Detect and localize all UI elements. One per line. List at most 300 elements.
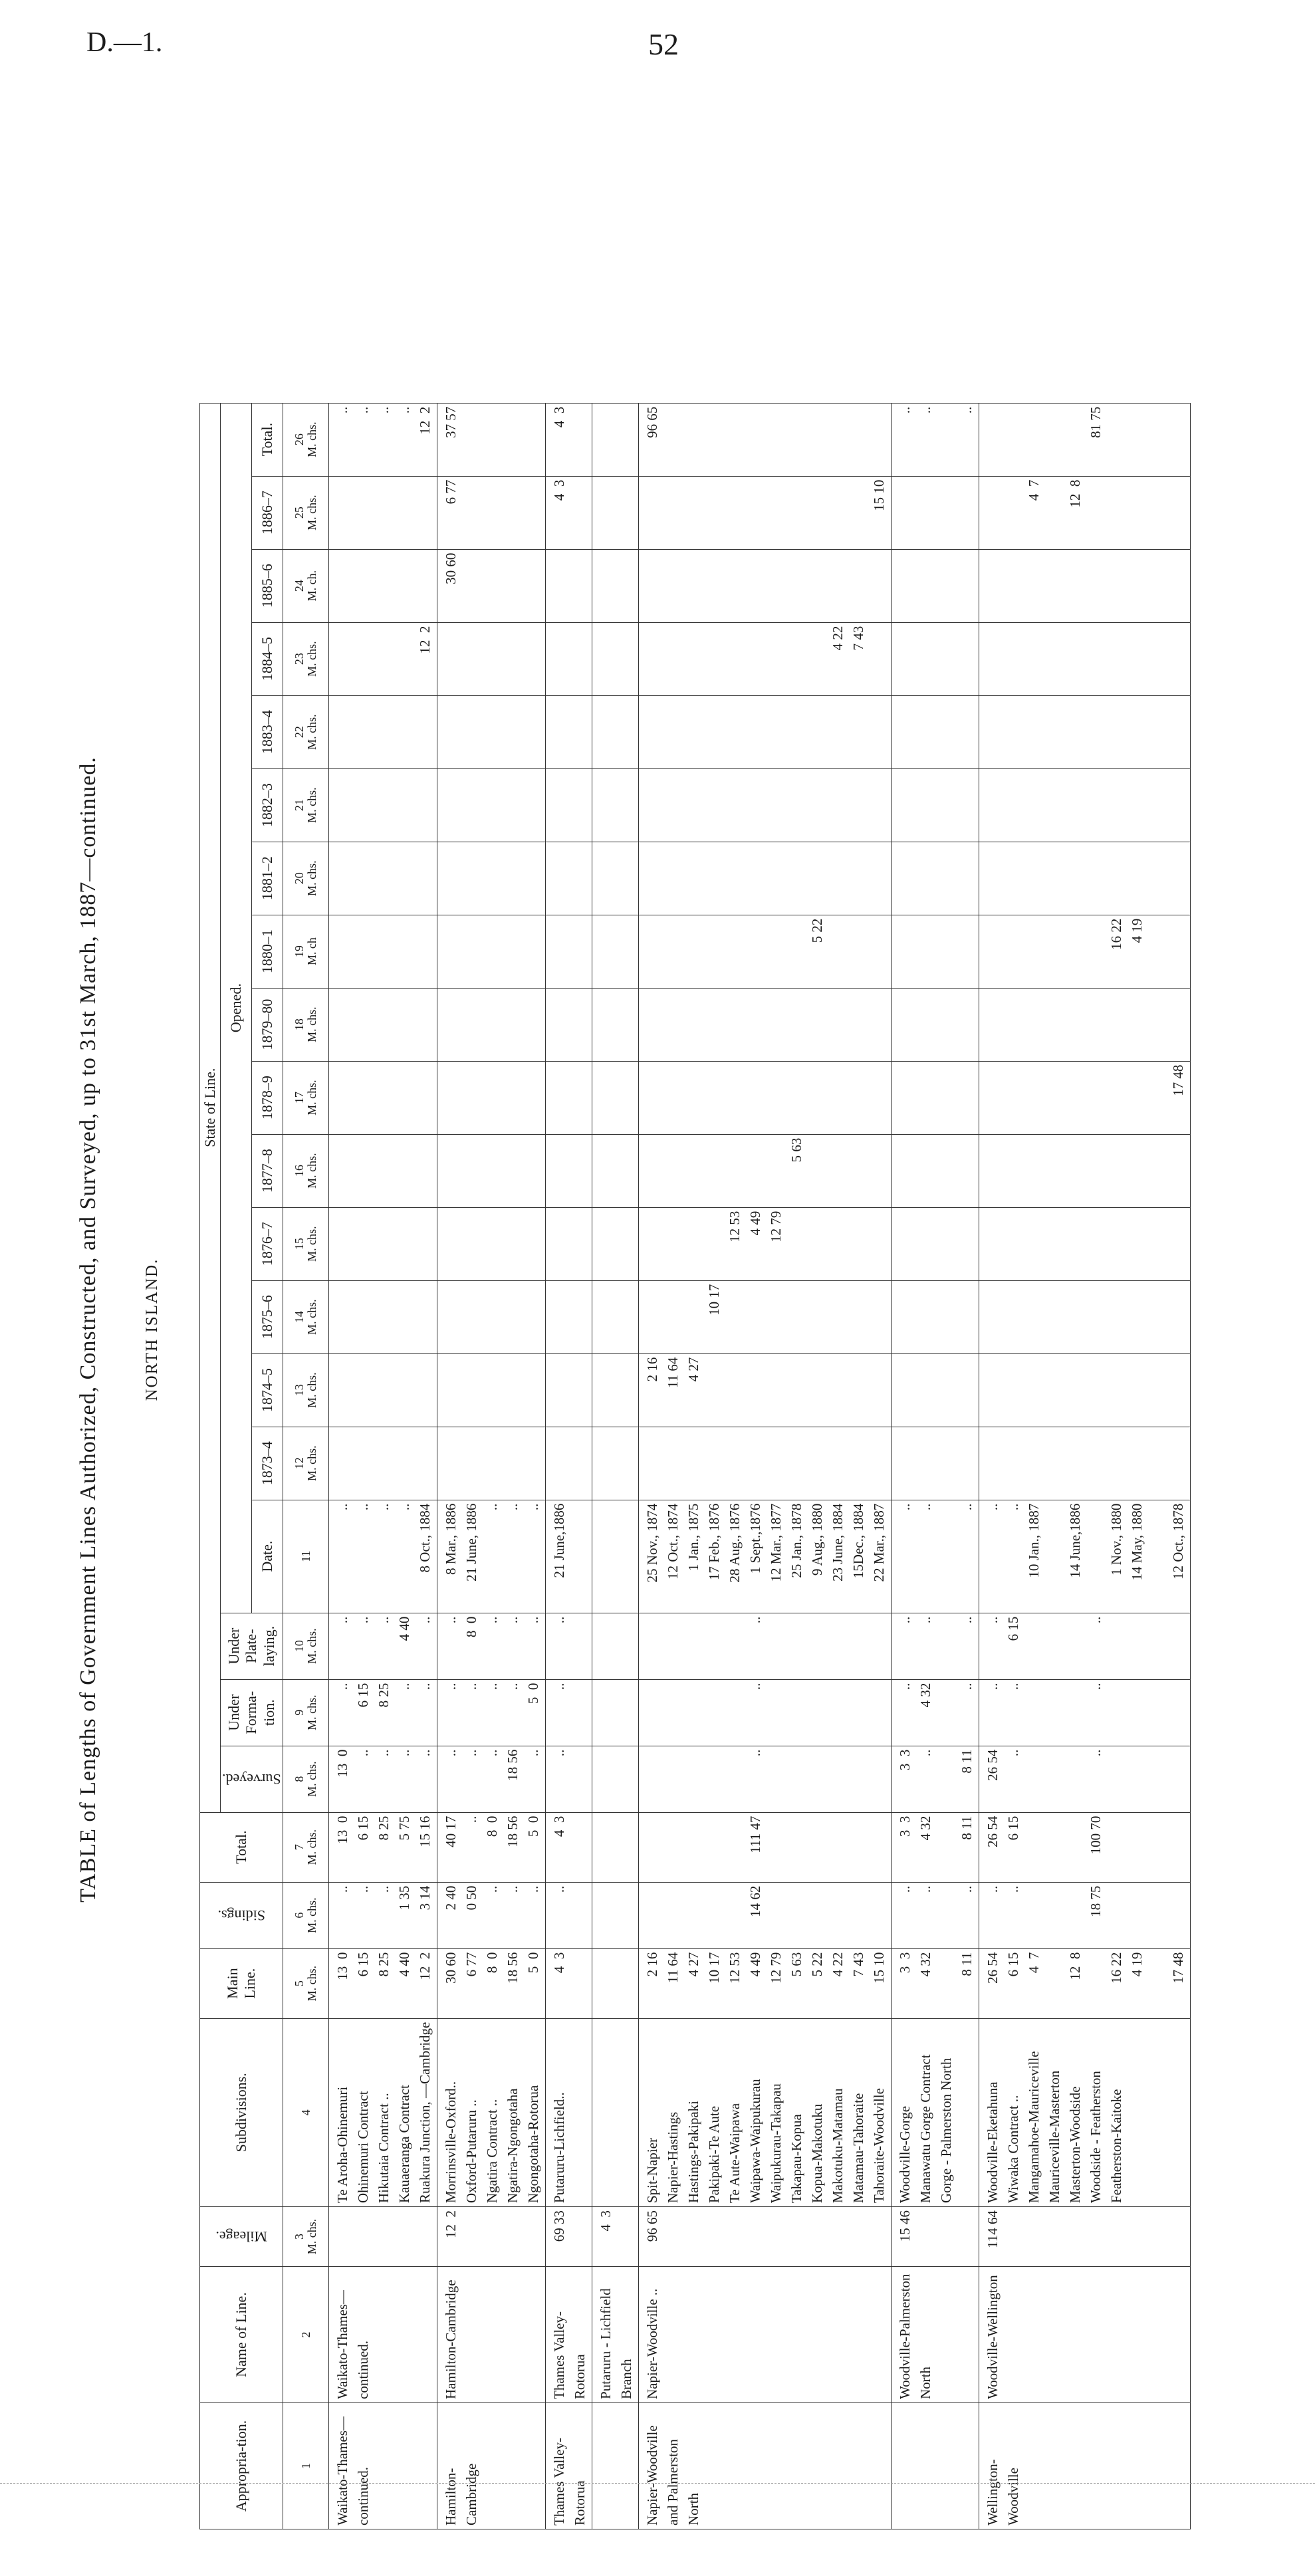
year-opened-cell <box>328 988 437 1061</box>
main-line-cell: 26 54 6 15 4 7 12 8 16 22 4 19 17 48 <box>979 1948 1190 2018</box>
opened-total-cell: .. .. .. <box>891 403 979 476</box>
header-mileage: Mileage. <box>200 2207 283 2267</box>
total-cell <box>592 1812 638 1882</box>
mileage-cell: 15 46 <box>891 2207 979 2267</box>
year-opened-cell: 10 17 <box>638 1280 891 1353</box>
year-opened-cell: 5 22 <box>638 915 891 988</box>
year-opened-cell <box>592 842 638 915</box>
header-main-line: Main Line. <box>200 1948 283 2018</box>
column-number-cell <box>283 1427 328 1500</box>
header-year: 1879–80 <box>252 988 283 1061</box>
main-line-cell: 30 60 6 77 8 0 18 56 5 0 <box>437 1948 545 2018</box>
year-opened-cell <box>891 1353 979 1427</box>
year-opened-cell <box>979 768 1190 842</box>
year-opened-cell <box>592 915 638 988</box>
page-number: 52 <box>648 27 679 61</box>
year-opened-cell <box>437 768 545 842</box>
year-opened-cell <box>328 1427 437 1500</box>
column-number-cell <box>283 1679 328 1746</box>
year-opened-cell <box>638 695 891 768</box>
surveyed-cell: 13 0 .. .. .. .. <box>328 1746 437 1812</box>
year-opened-cell <box>592 1207 638 1280</box>
year-opened-cell <box>545 622 592 695</box>
header-year: 1880–1 <box>252 915 283 988</box>
year-opened-cell <box>979 1280 1190 1353</box>
column-number: 11 <box>299 1550 312 1562</box>
sidings-cell: 14 62 <box>638 1882 891 1948</box>
column-number: 26 <box>293 433 306 446</box>
appropriation-cell: Hamilton-Cambridge <box>437 2403 545 2529</box>
column-number-cell <box>283 768 328 842</box>
header-opened: Opened. <box>221 403 252 1613</box>
year-opened-cell <box>328 915 437 988</box>
line-name-cell: Napier-Woodville .. <box>638 2267 891 2403</box>
year-opened-cell <box>638 768 891 842</box>
under-formation-cell: .. <box>638 1679 891 1746</box>
column-number: 13 <box>293 1384 306 1397</box>
under-platelaying-cell <box>592 1613 638 1679</box>
year-opened-cell <box>592 768 638 842</box>
year-opened-cell <box>328 549 437 622</box>
opened-total-cell <box>592 403 638 476</box>
year-opened-cell <box>979 1134 1190 1207</box>
year-opened-cell <box>545 1207 592 1280</box>
column-unit: M. chs. <box>304 2218 318 2255</box>
sidings-cell: .. <box>545 1882 592 1948</box>
year-opened-cell <box>979 549 1190 622</box>
year-opened-cell <box>891 1134 979 1207</box>
year-opened-cell <box>437 1134 545 1207</box>
subdivisions-cell: Woodville-Gorge Manawatu Gorge Contract Gorge - Palmerston North <box>891 2018 979 2206</box>
year-opened-cell <box>545 1280 592 1353</box>
column-number-cell <box>283 695 328 768</box>
column-number: 4 <box>299 2109 312 2116</box>
year-opened-cell <box>638 988 891 1061</box>
mileage-cell: 4 3 <box>592 2207 638 2267</box>
under-platelaying-cell: .. 6 15 .. <box>979 1613 1190 1679</box>
year-opened-cell <box>328 842 437 915</box>
year-opened-cell <box>891 1207 979 1280</box>
header-line: Name of Line. <box>200 2267 283 2403</box>
year-opened-cell <box>545 842 592 915</box>
mileage-cell: 12 2 <box>437 2207 545 2267</box>
surveyed-cell: .. <box>545 1746 592 1812</box>
year-opened-cell <box>437 842 545 915</box>
column-number-cell <box>283 1280 328 1353</box>
total-cell: 4 3 <box>545 1812 592 1882</box>
year-opened-cell <box>891 476 979 549</box>
header-year: 1876–7 <box>252 1207 283 1280</box>
year-opened-cell: 2 16 11 64 4 27 <box>638 1353 891 1427</box>
under-formation-cell: .. 6 15 8 25 .. .. <box>328 1679 437 1746</box>
header-year: 1883–4 <box>252 695 283 768</box>
year-opened-cell <box>592 622 638 695</box>
year-opened-cell <box>437 1353 545 1427</box>
subdivisions-cell: Morrinsville-Oxford.. Oxford-Putaruru .. Ngatira Contract .. Ngatira-Ngongotaha Ngongotaha-Rotorua <box>437 2018 545 2206</box>
column-number: 7 <box>293 1844 306 1851</box>
subdivisions-cell: Spit-Napier Napier-Hastings Hastings-Pakipaki Pakipaki-Te Aute Te Aute-Waipawa Waipawa-Waipukurau Waipukurau-Takapau Takapau-Kopua Kopua-Makotuku Makotuku-Matamau Matamau-Tahoraite Tahoraite-Woodville <box>638 2018 891 2206</box>
year-opened-cell <box>592 476 638 549</box>
column-unit: M. chs. <box>304 1006 318 1042</box>
mileage-cell: 96 65 <box>638 2207 891 2267</box>
under-formation-cell <box>592 1679 638 1746</box>
appropriation-cell: Napier-Woodville and Palmerston North <box>638 2403 891 2529</box>
total-cell: 3 3 4 32 8 11 <box>891 1812 979 1882</box>
header-year: 1882–3 <box>252 768 283 842</box>
column-unit: M. chs. <box>304 714 318 750</box>
main-line-cell: 13 0 6 15 8 25 4 40 12 2 <box>328 1948 437 2018</box>
year-opened-cell: 17 48 <box>979 1061 1190 1134</box>
column-number: 6 <box>293 1912 306 1919</box>
appropriation-cell <box>592 2403 638 2529</box>
date-cell: 8 Mar., 1886 21 June, 1886 .. .. .. <box>437 1500 545 1613</box>
year-opened-cell: 12 2 <box>328 622 437 695</box>
column-number-cell <box>283 403 328 476</box>
surveyed-cell <box>592 1746 638 1812</box>
column-number-cell <box>283 1613 328 1679</box>
date-cell: .. .. 10 Jan., 1887 14 June,1886 1 Nov., 1880 14 May, 1880 12 Oct., 1878 <box>979 1500 1190 1613</box>
column-number: 2 <box>299 2331 312 2338</box>
year-opened-cell <box>891 842 979 915</box>
opened-total-cell: 81 75 <box>979 403 1190 476</box>
year-opened-cell <box>545 915 592 988</box>
column-number: 24 <box>293 580 306 592</box>
line-name-cell: Putaruru - Lichfield Branch <box>592 2267 638 2403</box>
table-row <box>437 403 545 2529</box>
year-opened-cell <box>328 476 437 549</box>
column-unit: M. chs. <box>304 1226 318 1262</box>
year-opened-cell <box>437 622 545 695</box>
header-under-platelaying: Under Plate-laying. <box>221 1613 283 1679</box>
year-opened-cell <box>437 1427 545 1500</box>
under-platelaying-cell: .. 8 0 .. .. .. <box>437 1613 545 1679</box>
sidings-cell: .. .. .. <box>891 1882 979 1948</box>
total-cell: 13 0 6 15 8 25 5 75 15 16 <box>328 1812 437 1882</box>
total-cell: 26 54 6 15 100 70 <box>979 1812 1190 1882</box>
column-number: 15 <box>293 1238 306 1250</box>
header-year: 1874–5 <box>252 1353 283 1427</box>
under-formation-cell: .. .. .. .. 5 0 <box>437 1679 545 1746</box>
mileage-cell <box>328 2207 437 2267</box>
header-opened-total: Total. <box>252 403 283 476</box>
year-opened-cell <box>979 1353 1190 1427</box>
year-opened-cell <box>638 1061 891 1134</box>
column-number-cell <box>283 915 328 988</box>
under-formation-cell: .. 4 32 .. <box>891 1679 979 1746</box>
column-number-cell <box>283 988 328 1061</box>
column-number: 19 <box>293 945 306 958</box>
date-cell <box>592 1500 638 1613</box>
year-opened-cell: 15 10 <box>638 476 891 549</box>
header-surveyed: Surveyed. <box>221 1746 283 1812</box>
column-number: 1 <box>299 2463 312 2469</box>
column-unit: M. chs. <box>304 1628 318 1664</box>
year-opened-cell <box>328 1134 437 1207</box>
year-opened-cell <box>592 1353 638 1427</box>
main-line-cell: 2 16 11 64 4 27 10 17 12 53 4 49 12 79 5 63 5 22 4 22 7 43 15 10 <box>638 1948 891 2018</box>
surveyed-cell: 26 54 .. .. <box>979 1746 1190 1812</box>
year-opened-cell: 6 77 <box>437 476 545 549</box>
column-number: 9 <box>293 1709 306 1716</box>
year-opened-cell <box>545 549 592 622</box>
line-name-cell: Waikato-Thames—continued. <box>328 2267 437 2403</box>
under-platelaying-cell: .. <box>638 1613 891 1679</box>
sidings-cell: .. .. .. 1 35 3 14 <box>328 1882 437 1948</box>
column-unit: M. ch. <box>304 570 318 602</box>
year-opened-cell: 16 22 4 19 <box>979 915 1190 988</box>
under-formation-cell: .. .. .. <box>979 1679 1190 1746</box>
column-unit: M. chs. <box>304 1080 318 1115</box>
year-opened-cell <box>638 842 891 915</box>
subdivisions-cell: Woodville-Eketahuna Wiwaka Contract .. Mangamahoe-Mauriceville Mauriceville-Masterton Masterton-Woodside Woodside - Featherston Featherston-Kaitoke <box>979 2018 1190 2206</box>
column-number-cell <box>283 1948 328 2018</box>
header-date: Date. <box>252 1500 283 1613</box>
year-opened-cell <box>328 695 437 768</box>
header-year: 1873–4 <box>252 1427 283 1500</box>
year-opened-cell <box>979 695 1190 768</box>
subdivisions-cell: Te Aroha-Ohinemuri Ohinemuri Contract Hikutaia Contract .. Kauaeranga Contract Ruakura Junction, —Cambridge <box>328 2018 437 2206</box>
appropriation-cell: Wellington-Woodville <box>979 2403 1190 2529</box>
year-opened-cell <box>979 842 1190 915</box>
year-opened-cell <box>891 915 979 988</box>
opened-total-cell: 37 57 <box>437 403 545 476</box>
appropriation-cell: Waikato-Thames—continued. <box>328 2403 437 2529</box>
total-cell: 40 17 .. 8 0 18 56 5 0 <box>437 1812 545 1882</box>
column-unit: M. chs. <box>304 787 318 823</box>
column-number-cell <box>283 842 328 915</box>
column-unit: M. chs. <box>304 641 318 677</box>
year-opened-cell <box>437 988 545 1061</box>
year-opened-cell <box>545 1353 592 1427</box>
mileage-cell: 114 64 <box>979 2207 1190 2267</box>
year-opened-cell <box>545 768 592 842</box>
year-opened-cell <box>592 695 638 768</box>
column-number-cell <box>283 1353 328 1427</box>
column-number: 10 <box>293 1640 306 1653</box>
subdivisions-cell: Putaruru-Lichfield.. <box>545 2018 592 2206</box>
table-row <box>592 403 638 2529</box>
column-unit: M. chs. <box>304 1829 318 1865</box>
column-number-cell <box>283 1500 328 1613</box>
column-number-cell <box>283 2018 328 2206</box>
year-opened-cell <box>891 695 979 768</box>
year-opened-cell <box>891 1280 979 1353</box>
column-number-row <box>283 403 328 2529</box>
table-row <box>545 403 592 2529</box>
line-name-cell: Thames Valley-Rotorua <box>545 2267 592 2403</box>
column-number-cell <box>283 1134 328 1207</box>
surveyed-cell: 3 3 .. 8 11 <box>891 1746 979 1812</box>
year-opened-cell <box>545 988 592 1061</box>
column-number: 8 <box>293 1776 306 1782</box>
year-opened-cell <box>979 1427 1190 1500</box>
year-opened-cell <box>328 1207 437 1280</box>
rotated-table-region <box>27 93 1290 2566</box>
column-unit: M. chs. <box>304 1897 318 1933</box>
date-cell: 21 June,1886 <box>545 1500 592 1613</box>
year-opened-cell <box>891 988 979 1061</box>
column-unit: M. chs. <box>304 1299 318 1335</box>
header-total: Total. <box>200 1812 283 1882</box>
main-line-cell: 4 3 <box>545 1948 592 2018</box>
column-number-cell <box>283 549 328 622</box>
sidings-cell: 2 40 0 50 .. .. .. <box>437 1882 545 1948</box>
column-unit: M. chs. <box>304 1445 318 1481</box>
year-opened-cell: 4 7 12 8 <box>979 476 1190 549</box>
column-number: 17 <box>293 1092 306 1104</box>
column-number-cell <box>283 1746 328 1812</box>
line-name-cell: Woodville-Wellington <box>979 2267 1190 2403</box>
year-opened-cell <box>638 549 891 622</box>
table-row <box>328 403 437 2529</box>
column-number: 3 <box>293 2234 306 2240</box>
surveyed-cell: .. .. .. 18 56 .. <box>437 1746 545 1812</box>
column-number: 14 <box>293 1311 306 1324</box>
column-number-cell <box>283 476 328 549</box>
column-number-cell <box>283 1061 328 1134</box>
under-platelaying-cell: .. .. .. <box>891 1613 979 1679</box>
header-subdivisions: Subdivisions. <box>200 2018 283 2206</box>
year-opened-cell <box>592 549 638 622</box>
header-year: 1884–5 <box>252 622 283 695</box>
sidings-cell: .. .. 18 75 <box>979 1882 1190 1948</box>
year-opened-cell <box>891 1061 979 1134</box>
year-opened-cell <box>592 988 638 1061</box>
main-line-cell: 3 3 4 32 8 11 <box>891 1948 979 2018</box>
column-number: 18 <box>293 1018 306 1031</box>
column-unit: M. chs. <box>304 421 318 457</box>
column-unit: M. chs. <box>304 1965 318 2002</box>
column-number: 20 <box>293 872 306 885</box>
column-unit: M. chs. <box>304 1761 318 1797</box>
under-formation-cell: .. <box>545 1679 592 1746</box>
column-number: 16 <box>293 1165 306 1177</box>
header-appropriation: Appropria-tion. <box>200 2403 283 2529</box>
year-opened-cell <box>979 1207 1190 1280</box>
year-opened-cell: 5 63 <box>638 1134 891 1207</box>
year-opened-cell <box>891 549 979 622</box>
column-number-cell <box>283 1882 328 1948</box>
column-number-cell <box>283 2267 328 2403</box>
date-cell: 25 Nov., 1874 12 Oct., 1874 1 Jan., 1875 17 Feb., 1876 28 Aug., 1876 1 Sept.,1876 12 Mar., 1877 25 Jan., 1878 9 Aug., 1880 23 June, 1884 15Dec., 1884 22 Mar., 1887 <box>638 1500 891 1613</box>
column-unit: M. chs. <box>304 1695 318 1730</box>
under-platelaying-cell: .. .. .. 4 40 .. <box>328 1613 437 1679</box>
main-line-cell <box>592 1948 638 2018</box>
year-opened-cell: 4 3 <box>545 476 592 549</box>
year-opened-cell <box>592 1427 638 1500</box>
header-row-top <box>200 403 221 2529</box>
year-opened-cell <box>891 768 979 842</box>
year-opened-cell <box>592 1134 638 1207</box>
column-number: 12 <box>293 1457 306 1470</box>
lengths-table <box>199 403 1191 2529</box>
year-opened-cell <box>891 622 979 695</box>
year-opened-cell <box>328 768 437 842</box>
mileage-cell: 69 33 <box>545 2207 592 2267</box>
year-opened-cell <box>437 915 545 988</box>
table-title: TABLE of Lengths of Government Lines Authorized, Constructed, and Surveyed, up to 31st March, 1887—continued. <box>76 757 100 1903</box>
year-opened-cell <box>328 1353 437 1427</box>
year-opened-cell <box>592 1061 638 1134</box>
column-unit: M. chs. <box>304 860 318 896</box>
column-number: 21 <box>293 799 306 812</box>
year-opened-cell <box>328 1280 437 1353</box>
year-opened-cell <box>545 1427 592 1500</box>
column-number-cell <box>283 1812 328 1882</box>
surveyed-cell: .. <box>638 1746 891 1812</box>
subdivisions-cell <box>592 2018 638 2206</box>
column-unit: M. ch <box>304 937 318 966</box>
year-opened-cell: 4 22 7 43 <box>638 622 891 695</box>
date-cell: .. .. .. .. 8 Oct., 1884 <box>328 1500 437 1613</box>
year-opened-cell: 30 60 <box>437 549 545 622</box>
year-opened-cell <box>437 1207 545 1280</box>
region-heading: NORTH ISLAND. <box>143 1258 161 1401</box>
appropriation-cell <box>891 2403 979 2529</box>
header-year: 1885–6 <box>252 549 283 622</box>
year-opened-cell <box>638 1427 891 1500</box>
page-bottom-rule <box>0 2483 1315 2484</box>
table-body <box>328 403 1190 2529</box>
column-number-cell <box>283 1207 328 1280</box>
header-year: 1877–8 <box>252 1134 283 1207</box>
date-cell: .. .. .. <box>891 1500 979 1613</box>
table-row <box>638 403 891 2529</box>
year-opened-cell <box>979 622 1190 695</box>
table-row <box>891 403 979 2529</box>
header-year: 1878–9 <box>252 1061 283 1134</box>
column-number-cell <box>283 2403 328 2529</box>
year-opened-cell <box>891 1427 979 1500</box>
column-unit: M. chs. <box>304 1153 318 1189</box>
column-number: 5 <box>293 1980 306 1987</box>
opened-total-cell: 96 65 <box>638 403 891 476</box>
year-opened-cell <box>979 988 1190 1061</box>
table-row <box>979 403 1190 2529</box>
year-opened-cell <box>545 1134 592 1207</box>
document-code: D.—1. <box>86 27 163 58</box>
opened-total-cell: 4 3 <box>545 403 592 476</box>
column-unit: M. chs. <box>304 495 318 530</box>
year-opened-cell <box>545 695 592 768</box>
year-opened-cell <box>437 695 545 768</box>
year-opened-cell <box>545 1061 592 1134</box>
year-opened-cell <box>437 1061 545 1134</box>
line-name-cell: Hamilton-Cambridge <box>437 2267 545 2403</box>
column-number: 22 <box>293 726 306 739</box>
column-unit: M. chs. <box>304 1372 318 1408</box>
header-year: 1875–6 <box>252 1280 283 1353</box>
header-under-formation: Under Forma-tion. <box>221 1679 283 1746</box>
total-cell: 111 47 <box>638 1812 891 1882</box>
sidings-cell <box>592 1882 638 1948</box>
year-opened-cell <box>592 1280 638 1353</box>
header-sidings: Sidings. <box>200 1882 283 1948</box>
column-number: 25 <box>293 507 306 519</box>
table-sheet <box>27 93 1290 2566</box>
column-number: 23 <box>293 653 306 665</box>
year-opened-cell: 12 53 4 49 12 79 <box>638 1207 891 1280</box>
line-name-cell: Woodville-Palmerston North <box>891 2267 979 2403</box>
column-number-cell <box>283 622 328 695</box>
header-state-of-line: State of Line. <box>200 403 221 1812</box>
under-platelaying-cell: .. <box>545 1613 592 1679</box>
header-year: 1881–2 <box>252 842 283 915</box>
appropriation-cell: Thames Valley-Rotorua <box>545 2403 592 2529</box>
header-year: 1886–7 <box>252 476 283 549</box>
column-number-cell <box>283 2207 328 2267</box>
year-opened-cell <box>437 1280 545 1353</box>
